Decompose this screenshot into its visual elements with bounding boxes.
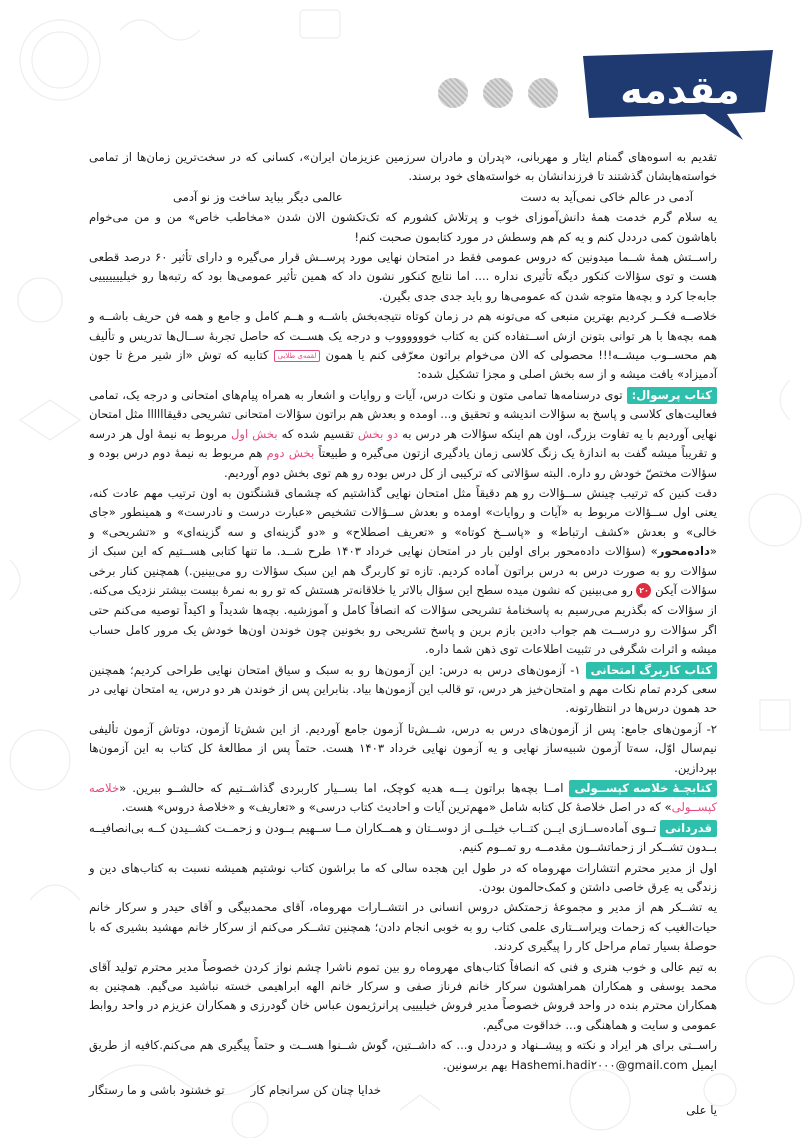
section-tag: کتاب کاربرگ امتحانی — [586, 662, 717, 679]
book-intro-paragraph — [89, 307, 717, 385]
section-tag: کتابچـهٔ خلاصه کپســولی — [569, 780, 717, 797]
text-span: خلاصــه فکــر کردیم بهترین منبعی که می‌تونه هم در زمان کوتاه نتیجه‌بخش باشــه و هــم کامل و جامع و همه فن حریف باشــه و همه بچه‌ها با هر توانی بتونن ازش اســتفاده کنن یه کتاب خووووووب و درجه یک هســت که حاصل تجربهٔ ســال‌ها تدریس و تألیف هم محســوب میشــه!!! محصولی که الان می‌خوام براتون معرّفی کنم یا همون — [89, 309, 718, 363]
section-tag: قدردانی — [660, 820, 717, 837]
text-span: مربوط به نیمهٔ اول هر درسه و تقریباً میشه گفت به اندازهٔ یک زنگ کلاسی زمان یادگیری ازتون می‌گیره و طبیعتاً — [89, 426, 718, 461]
text-span: راســتی برای هر ایراد و نکته و پیشــنهاد و درددل و... که داشــتین، گوش شــنوا هســت و حتماً پیگیری هم می‌کنم.کافیه از طریق ایمیل — [89, 1038, 717, 1072]
highlight-text: دو بخش — [357, 426, 399, 441]
highlight-text: خلاصه کپســولی — [89, 781, 717, 815]
closing-verse-left: تو خشنود باشی و ما رستگار — [89, 1083, 225, 1098]
closing-line: یا علی — [686, 1102, 717, 1117]
text-span: » که در اصل خلاصهٔ کل کتابه شامل «مهم‌ترین آیات و احادیث کتاب درسی» و «تعاریف» و «خلاصهٔ دروس» هست. — [121, 800, 672, 815]
decorative-dots — [438, 78, 573, 112]
bold-text: داده‌محور — [657, 544, 710, 559]
text-span: کتابیه که توش «از شیر مرغ تا جون آدمیزاد» یافت میشه و از سه بخش اصلی و مجزا تشکیل شده: — [89, 348, 717, 382]
thanks-publisher-paragraph: اول از مدیر محترم انتشارات مهروماه که در طول این هجده سالی که ما براشون کتاب نوشتیم همیشه نسبت به کتاب‌های دین و زندگی یه عِرق خاصی داشتن و کمک‌حالمون بودن. — [89, 860, 717, 895]
text-span: بهم برسونین. — [442, 1057, 508, 1072]
text-span: » (سؤالات داده‌محور برای اولین بار در امتحان نهایی خرداد ۱۴۰۳ طرح شــد. ما تنها کتابی هســتیم که این سبک از سؤالات رو به صورت درس به درس براتون آماده کردیم. تازه تو کاربرگ هم این سبک سؤالات رو می‌بینین.) همچنین کنار برخی سؤالات آیکن — [89, 544, 717, 597]
dot-icon — [483, 78, 513, 108]
contact-paragraph — [89, 1036, 717, 1075]
email-link[interactable]: Hashemi.hadi۲۰۰۰@gmail.com — [511, 1057, 688, 1072]
text-span: تقسیم شده که — [281, 426, 354, 441]
section-question-book — [89, 386, 717, 483]
text-span: امــا بچه‌ها براتون یـــه هدیه کوچک، اما بســیار کاربردی گذاشــتیم که حالشــو ببرین. « — [119, 781, 564, 795]
thanks-team-paragraph: به تیم عالی و خوب هنری و فنی که انصافاً کتاب‌های مهروماه رو بین تموم ناشرا چشم نواز کردن خصوصاً مدیر محترم تولید آقای محمد یوسفی و همکاران همراهشون سرکار خانم فرناز صفی و سرکار خانم الهه ابراهیمی خسته نباشید می‌گیم. همچنین به همکاران محترم بنده در واحد فروش خصوصاً مدیر فروش خیلیییی پرانرژیمون عباس خان گودرزی و همکاران عزیزم در واحد روابط عمومی و سایت و هماهنگی و... خداقوت می‌گیم. — [89, 959, 717, 1032]
question-order-paragraph — [89, 484, 717, 600]
highlight-text: بخش دوم — [266, 446, 315, 461]
closing-verse-right: خدایا چنان کن سرانجام کار — [250, 1083, 382, 1098]
text-span: رو می‌بینین که نشون میده سطح این سؤال بالاتر یا خلاقانه‌تر هستش که تو رو به نمرهٔ بیست بیشتر نزدیک می‌کنه. — [89, 582, 633, 597]
page-header — [0, 0, 805, 140]
highlight-text: بخش اول — [230, 426, 278, 441]
section-tag: کتاب پرسوال: — [627, 387, 717, 404]
page-title: مقدمه — [620, 68, 740, 112]
verse-right: آدمی در عالم خاکی نمی‌آید به دست — [520, 189, 693, 204]
greeting-paragraph: یه سلام گرم خدمت همهٔ دانش‌آموزای خوب و پرتلاش کشورم که تک‌تکشون الان شدن «مخاطب خاص» من و من می‌خوام باهاشون کمی درددل کنم و یه کم هم وسطش در مورد کتابمون صحبت کنم! — [89, 210, 717, 244]
text-span: هم مربوط به نیمهٔ دوم درس بوده و سؤالات مختصّ خودش رو داره. البته سؤالاتی که ترکیبی از کل درس بوده رو هم توی بخش دوم آوردیم. — [89, 446, 717, 480]
level-20-icon: ۲۰ — [636, 583, 651, 598]
book-logo: لقمه‌ی طلایی — [274, 350, 321, 362]
thanks-editors-paragraph: یه تشــکر هم از مدیر و مجموعهٔ زحمتکش دروس انسانی در انتشــارات مهروماه، آقای محمدبیگی و آقای حیدر و سرکار خانم حیات‌الغیب که زحمات ویراســتاری علمی کتاب رو به خوبی انجام دادن؛ همچنین تشــکر می‌کنم از سرکار خانم مهشید بشیری که با حوصلهٔ بسیار تمام مراحل کار را پیگیری کردند. — [89, 900, 717, 954]
dedication-paragraph: تقدیم به اسوه‌های گمنام ایثار و مهربانی، «پدران و مادران سرزمین عزیزمان ایران»، کسانی که در سخت‌ترین زمان‌ها از تمامی خواسته‌هایشان گذشتند تا فرزندانشان به خواسته‌های خود برسند. — [89, 150, 717, 184]
comprehensive-exams-paragraph: ۲- آزمون‌های جامع: پس از آزمون‌های درس به درس، شــش‌تا آزمون جامع آوردیم. از این شش‌تا آزمون، دوتاش آزمون تألیفی نیم‌سال اوّل، سه‌تا آزمون شبیه‌ساز نهایی و یه آزمون نهایی خرداد ۱۴۰۳ هست. حتماً پس از مطالعهٔ کل کتاب به این آزمون‌ها بپردازین. — [89, 721, 717, 775]
text-span: تــوی آماده‌ســازی ایــن کتــاب خیلــی از دوســتان و همــکاران مــا ســهیم بــودن و زحمــت کشــیدن کــه بی‌انصافیــه بــدون تشــکر از زحماتشــون مقدمــه رو تمــوم کنیم. — [89, 820, 717, 855]
text-span: ۱- آزمون‌های درس به درس: این آزمون‌ها رو به سبک و سیاق امتحان نهایی طراحی کردیم؛ همچنین سعی کردم تمام نکات مهم و امتحان‌خیز هر درس، تو قالب این آزمون‌ها بیاد. بنابراین پس از خوندن هر دو درس، یه امتحان نهایی در حد همون درس‌ها در انتظارتونه. — [89, 662, 717, 716]
section-summary-booklet — [89, 779, 717, 818]
dot-icon — [528, 78, 558, 108]
section-thanks — [89, 819, 717, 858]
intro-content — [89, 148, 717, 1120]
poem-verse — [89, 188, 717, 207]
text-span: توی درسنامه‌ها تمامی متون و نکات درس، آیات و روایات و اشعار به همراه پیام‌های امتحانی و درجه یک، تمامی فعالیت‌های کلاسی و پاسخ به سؤالات اندیشه و تحقیق و... اومده و بعدش هم براتون سؤالات امتحانی تشریحی دقیقاااااا مثل امتحان نهایی آوردیم با یه تفاوت بزرگ، اون هم اینکه سؤالات هر درس به — [89, 387, 718, 441]
dot-icon — [438, 78, 468, 108]
verse-left: عالمی دیگر بباید ساخت وز نو آدمی — [173, 189, 343, 204]
text-span: دقت کنین که ترتیب چینش ســؤالات رو هم دقیقاً مثل امتحان نهایی گذاشتیم که چشمای قشنگتون به اون ترتیب مهم عادت کنه، یعنی اول ســؤالات مربوط به «آیات و روایات» اومده و بعدش ســؤالات تشخیص «عبارت درست و نادرست» و همینطور «جای خالی» و بعدش «کشف ارتباط» و «پاســخ کوتاه» و «تعریف اصطلاح» و «دو گزینه‌ای و سه گزینه‌ای» و «تشریحی» و « — [89, 485, 718, 559]
section-exam-book — [89, 661, 717, 719]
answers-paragraph: از سؤالات که بگذریم می‌رسیم به پاسخنامهٔ تشریحی سؤالات که انصافاً کامل و آموزشیه. بچه‌ها شدیداً و اکیداً توصیه می‌کنم حتی اگر سؤالات رو درســت هم جواب دادین بازم برین و پاسخ تشریحی رو بخونین چون خوندن اون‌ها خودش یک مرور کامل حساب میشه و اثرات شگرفی در تثبیت اطلاعات توی ذهن شما داره. — [89, 603, 717, 657]
closing-signature — [89, 1081, 717, 1120]
closing-verse — [89, 1081, 717, 1100]
importance-paragraph: راســتش همهٔ شــما میدونین که دروس عمومی فقط در امتحان نهایی مورد پرســش قرار می‌گیره و دارای تأثیر ۶۰ درصد قطعی هست و توی سؤالات کنکور دیگه تأثیری نداره .... اما نتایج کنکور نشون داد که همین تأثیر عمومی‌ها بود که رتبه‌ها رو خیلیییییییی جابه‌جا کرد و بچه‌ها متوجه شدن که عمومی‌ها رو باید جدی جدی بگیرن. — [89, 250, 717, 303]
